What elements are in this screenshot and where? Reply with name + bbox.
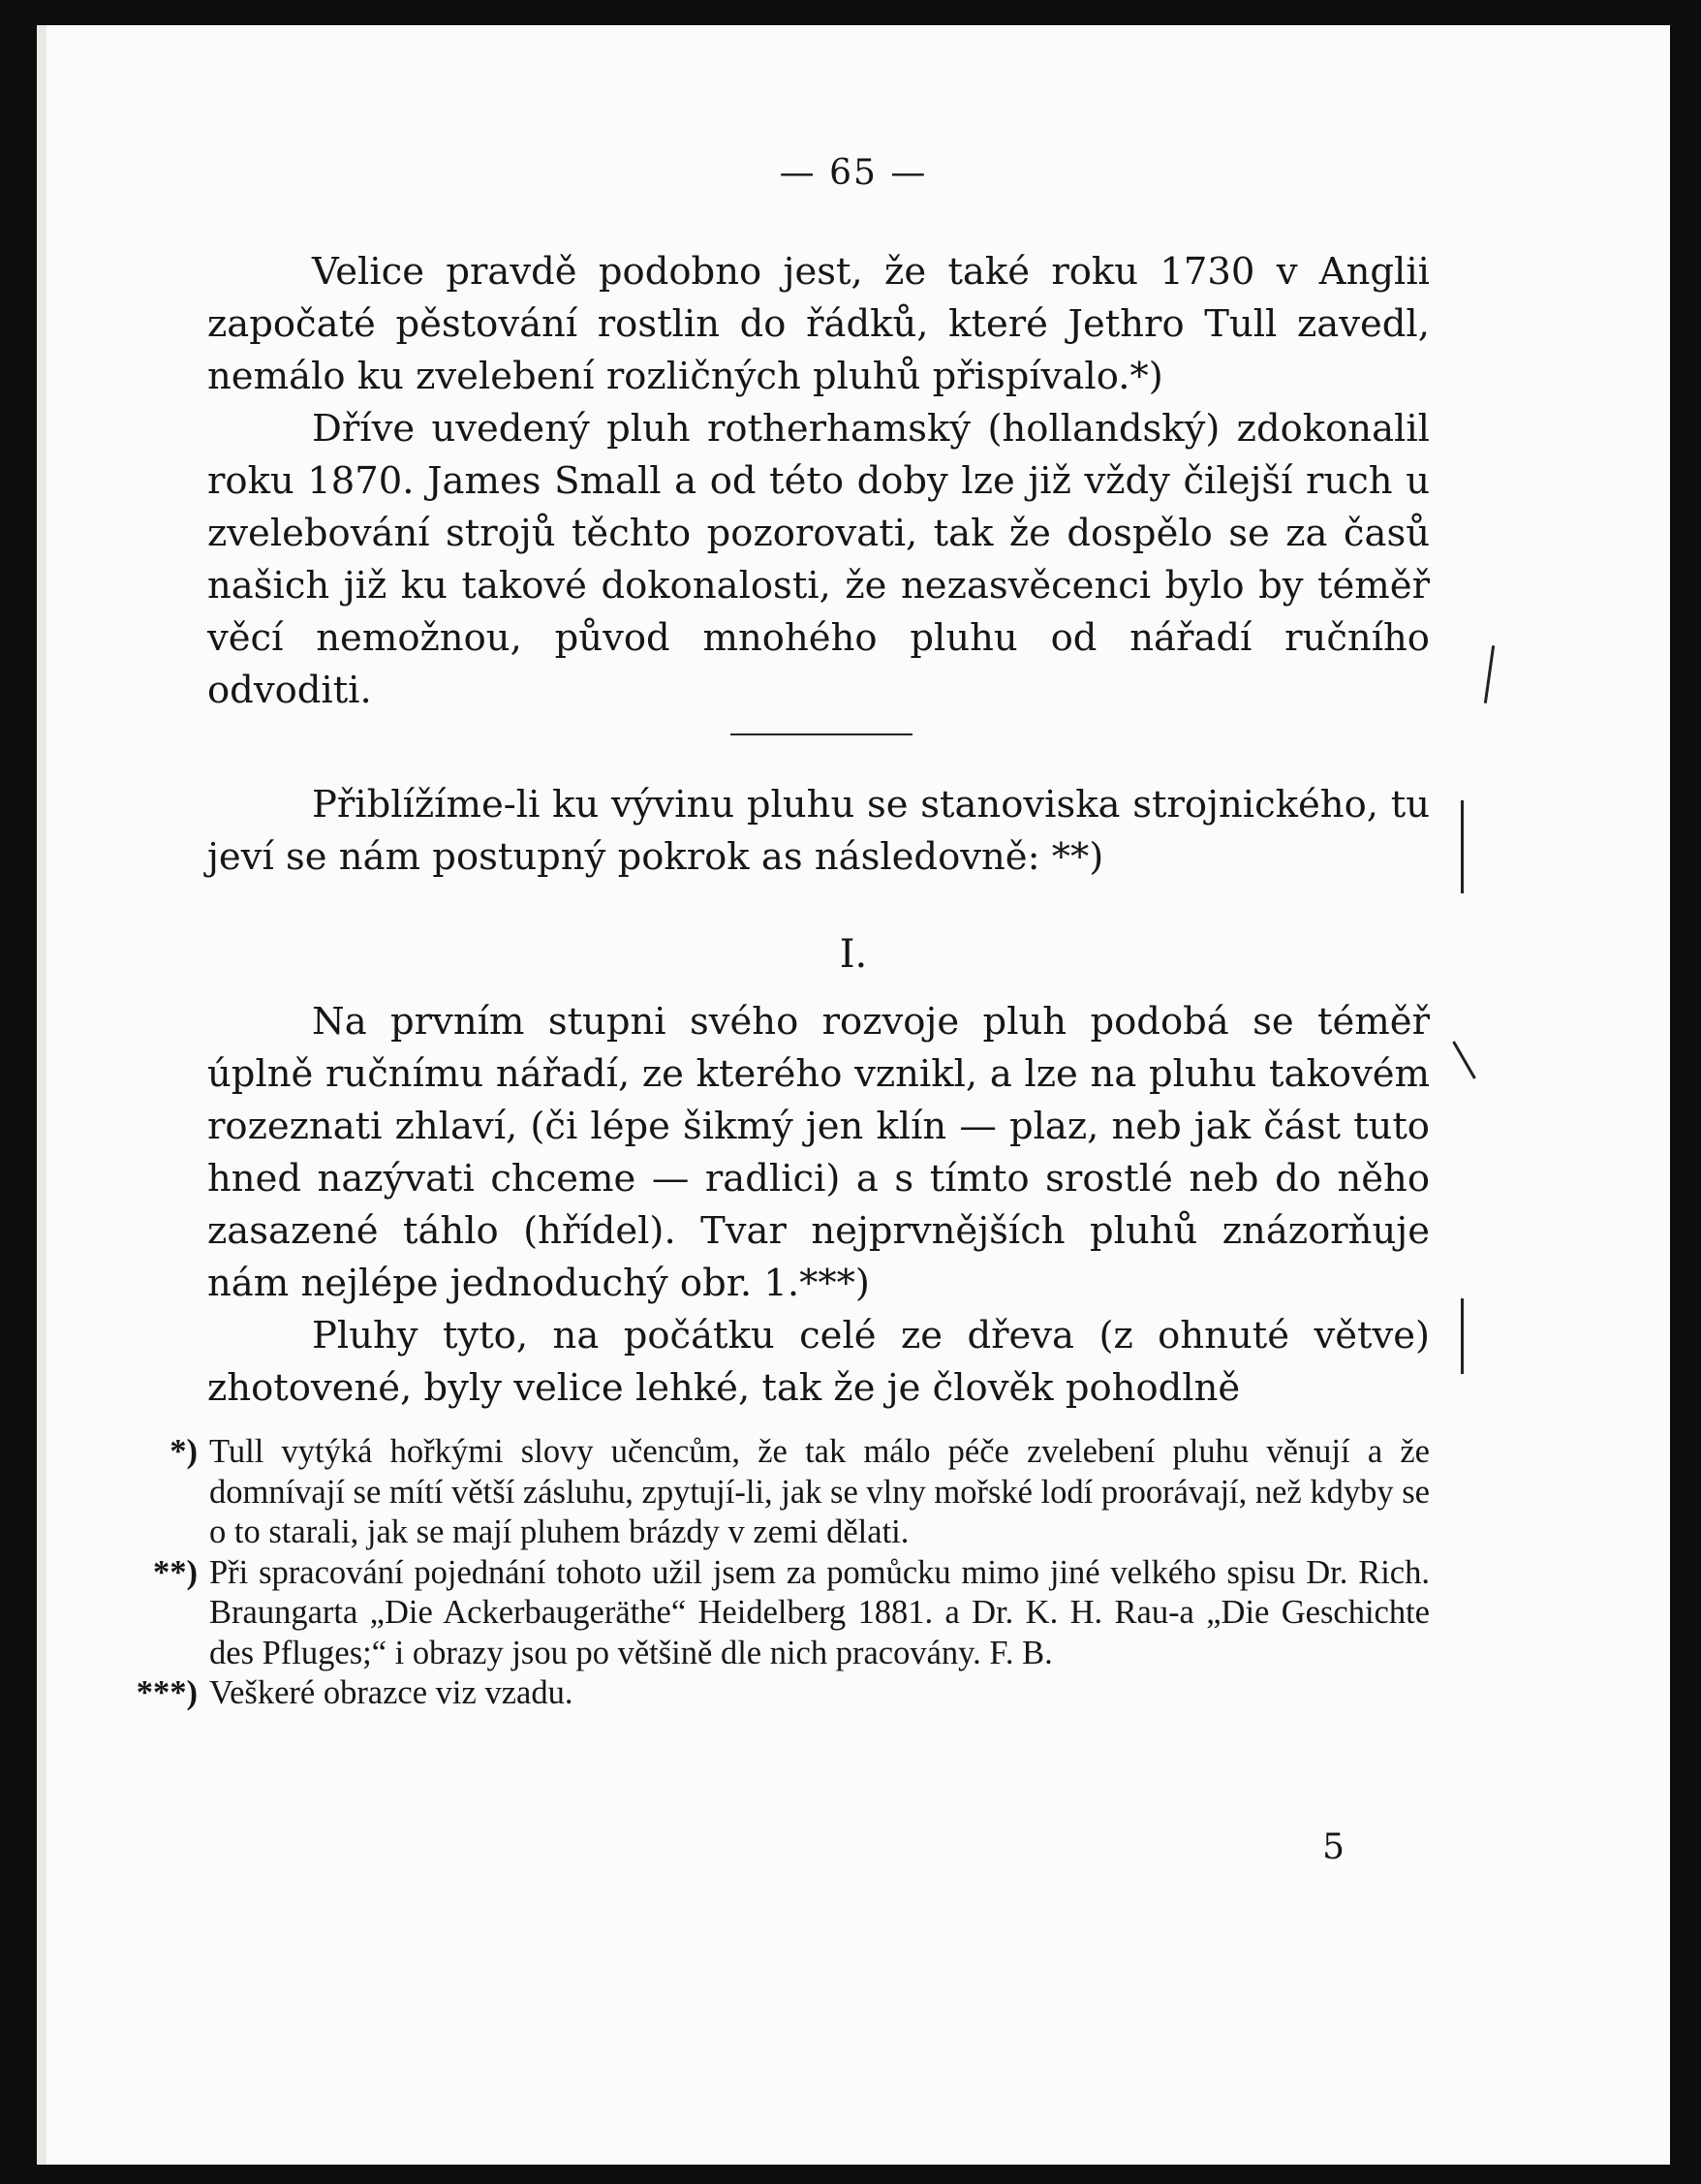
margin-mark xyxy=(1461,800,1464,893)
section-number: I. xyxy=(839,932,868,977)
footnote xyxy=(153,1553,1430,1674)
paragraph-2: Dříve uvedený pluh rotherhamský (hollandský) zdokonalil roku 1870. James Small a od této doby lze již vždy čilejší ruch u zvelebování strojů těchto pozorovati, tak že dospělo se za časů našich již ku takové dokonalosti, že nezasvěcenci bylo by téměř věcí nemožnou, původ mnohého pluhu od nářadí ručního odvoditi. xyxy=(207,407,1430,712)
page-header: — 65 — xyxy=(779,153,928,193)
paragraph-1: Velice pravdě podobno jest, že také roku 1730 v Anglii započaté pěstování rostlin do řádků, které Jethro Tull zavedl, nemálo ku zvelebení rozličných pluhů přispívalo.*) xyxy=(207,250,1430,398)
body-bottom xyxy=(207,996,1430,1415)
footnote-text: Tull vytýká hořkými slovy učencům, že tak málo péče zvelebení pluhu věnují a že domnívají se mítí větší zásluhu, zpytují-li, jak se vlny mořské lodí proorávají, než kdyby se o to starali, jak se mají pluhem brázdy v zemi dělati. xyxy=(209,1433,1430,1550)
footnote-text: Při spracování pojednání tohoto užil jsem za pomůcku mimo jiné velkého spisu Dr. Rich. Braungarta „Die Ackerbaugeräthe“ Heidelberg 1881. a Dr. K. H. Rau-a „Die Geschichte des Pfluges;“ i obrazy jsou po většině dle nich pracovány. F. B. xyxy=(209,1553,1430,1671)
paragraph-5: Pluhy tyto, na počátku celé ze dřeva (z ohnuté větve) zhotovené, byly velice lehké, tak že je člověk pohodlně xyxy=(207,1314,1430,1410)
body-top xyxy=(207,246,1430,717)
footnote xyxy=(136,1673,1430,1714)
body-mid xyxy=(207,779,1430,884)
section-divider xyxy=(730,733,912,735)
footnote-text: Veškeré obrazce viz vzadu. xyxy=(209,1674,573,1711)
paragraph-4: Na prvním stupni svého rozvoje pluh podobá se téměř úplně ručnímu nářadí, ze kterého vznikl, a lze na pluhu takovém rozeznati zhlaví, (či lépe šikmý jen klín — plaz, neb jak část tuto hned nazývati chceme — radlici) a s tímto srostlé neb do něho zasazené táhlo (hřídel). Tvar nejprvnějších pluhů znázorňuje nám nejlépe jednoduchý obr. 1.***) xyxy=(207,1000,1430,1305)
margin-mark xyxy=(1484,645,1495,703)
footnotes xyxy=(136,1432,1430,1714)
margin-mark xyxy=(1452,1041,1476,1079)
footnote xyxy=(170,1432,1430,1553)
paragraph-3: Přiblížíme-li ku vývinu pluhu se stanoviska strojnického, tu jeví se nám postupný pokrok as následovně: **) xyxy=(207,783,1430,879)
scan-edge xyxy=(37,25,46,2165)
margin-mark xyxy=(1461,1298,1464,1374)
footnote-mark: **) xyxy=(153,1553,198,1591)
scanned-page xyxy=(37,25,1670,2165)
signature-number: 5 xyxy=(1322,1827,1345,1867)
footnote-mark: *) xyxy=(170,1433,198,1470)
footnote-mark: ***) xyxy=(136,1674,198,1711)
